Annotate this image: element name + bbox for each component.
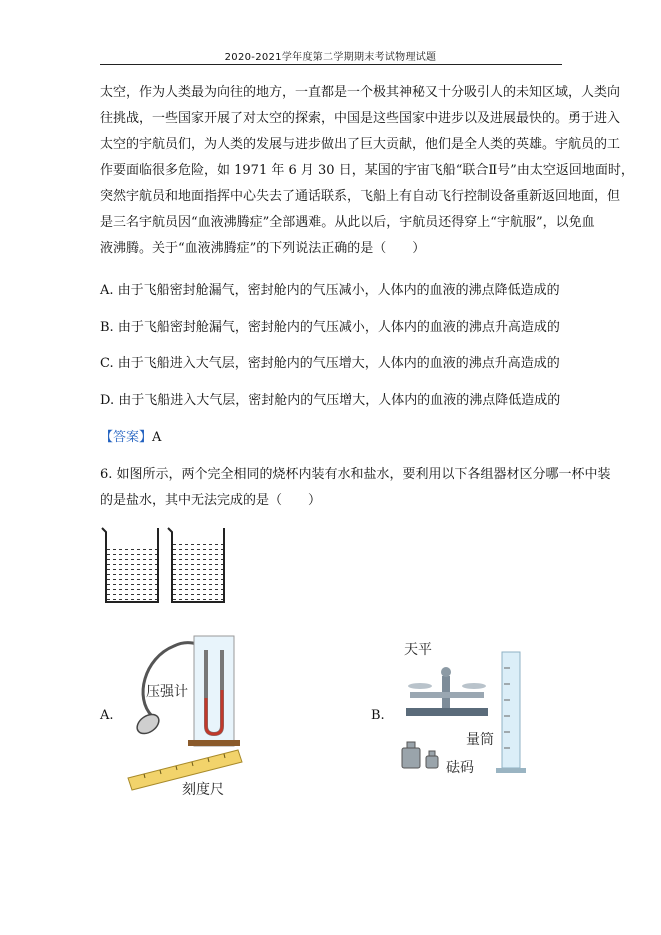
figure-option-b-label: B. — [371, 708, 385, 723]
option-b: B. 由于飞船密封舱漏气，密封舱内的气压减小，人体内的血液的沸点升高造成的 — [100, 320, 560, 335]
label-ruler: 刻度尺 — [182, 782, 224, 798]
option-d: D. 由于飞船进入大气层，密封舱内的气压增大，人体内的血液的沸点降低造成的 — [100, 393, 561, 408]
question-6 — [100, 462, 611, 514]
page-header: 2020-2021学年度第二学期期末考试物理试题 — [224, 52, 437, 63]
header-rule — [100, 64, 562, 65]
beaker-right — [168, 528, 224, 602]
question-line: 6. 如图所示，两个完全相同的烧杯内装有水和盐水，要利用以下各组器材区分哪一杯中装 — [100, 467, 611, 482]
label-balance: 天平 — [404, 642, 432, 658]
figure-a-pressure-gauge — [124, 628, 264, 798]
option-c: C. 由于飞船进入大气层，密封舱内的气压增大，人体内的血液的沸点升高造成的 — [100, 356, 560, 371]
question-line: 的是盐水，其中无法完成的是（ ） — [100, 493, 322, 508]
passage-line: 作要面临很多危险，如 1971 年 6 月 30 日，某国的宇宙飞船“联合Ⅱ号”由太空返回地面时， — [100, 163, 634, 178]
balance-icon — [406, 667, 488, 716]
answer-value: A — [152, 430, 162, 445]
passage-line: 太空的宇航员们，为人类的发展与进步做出了巨大贡献，他们是全人类的英雄。宇航员的工 — [100, 137, 621, 152]
option-a: A. 由于飞船密封舱漏气，密封舱内的气压减小，人体内的血液的沸点降低造成的 — [100, 283, 560, 298]
passage-line: 往挑战，一些国家开展了对太空的探索，中国是这些国家中进步以及进展最快的。勇于进入 — [100, 111, 621, 126]
answer-tag: 【答案】 — [100, 430, 153, 445]
beakers-figure — [100, 522, 250, 608]
measuring-cylinder-icon — [496, 652, 526, 773]
label-measuring-cylinder: 量筒 — [466, 732, 494, 748]
passage-line: 突然宇航员和地面指挥中心失去了通话联系，飞船上有自动飞行控制设备重新返回地面，但 — [100, 189, 621, 204]
beaker-left — [102, 528, 158, 602]
passage-line: 太空，作为人类最为向往的地方，一直都是一个极其神秘又十分吸引人的未知区域，人类向 — [100, 85, 621, 100]
figure-option-a-label: A. — [100, 708, 114, 723]
weights-icon — [402, 742, 438, 768]
figure-b-balance — [398, 628, 538, 798]
passage-line: 液沸腾。关于“血液沸腾症”的下列说法正确的是（ ） — [100, 241, 426, 256]
answer — [100, 426, 161, 445]
label-weights: 砝码 — [446, 760, 474, 776]
passage — [100, 80, 634, 262]
label-pressure-gauge: 压强计 — [146, 684, 188, 700]
passage-line: 是三名宇航员因“血液沸腾症”全部遇难。从此以后，宇航员还得穿上“宇航服”，以免血 — [100, 215, 595, 230]
